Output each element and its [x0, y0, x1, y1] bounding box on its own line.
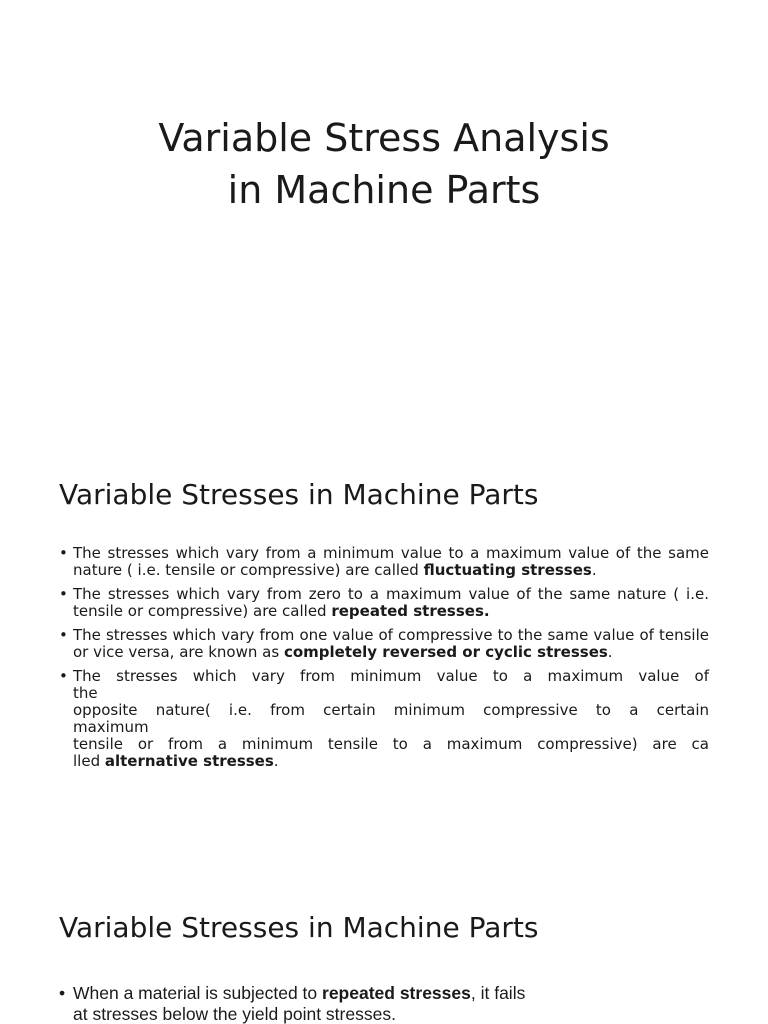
bullet-line: at stresses below the yield point stresses.	[73, 1004, 396, 1024]
bullet-list	[59, 545, 709, 777]
bullet-suffix: .	[591, 561, 597, 579]
bullet-text: When a material is subjected to	[73, 983, 323, 1003]
bullet-fluctuating-stresses	[59, 545, 709, 579]
bullet-bold-term: alternative stresses	[104, 752, 274, 770]
bullet-suffix: .	[273, 752, 279, 770]
bullet-line: the	[73, 684, 98, 702]
main-title	[0, 112, 768, 216]
bullet-line: maximum	[73, 718, 149, 736]
bullet-line: tensile or from a minimum tensile to a maximum compressive) are ca	[73, 735, 709, 753]
section-heading: Variable Stresses in Machine Parts	[59, 911, 539, 944]
title-slide	[0, 0, 768, 450]
bullet-bold-term: completely reversed or cyclic stresses	[283, 643, 608, 661]
variable-stresses-slide	[0, 450, 768, 870]
section-heading: Variable Stresses in Machine Parts	[59, 478, 539, 511]
bullet-text: lled	[73, 752, 105, 770]
bullet-text: The stresses which vary from a minimum value to a maximum value of the same nature ( i.e. tensile or compressive) are called	[73, 544, 709, 579]
bullet-reversed-stresses	[59, 627, 709, 661]
bullet-alternative-stresses	[59, 668, 709, 770]
bullet-line-last	[73, 753, 709, 770]
bullet-bold-term: repeated stresses.	[331, 602, 490, 620]
bullet-text: The stresses which vary from one value of compressive to the same value of tensile or vice versa, are known as	[73, 626, 709, 661]
bullet-text: The stresses which vary from zero to a maximum value of the same nature ( i.e. tensile or compressive) are called	[73, 585, 709, 620]
bullet-bold-term: repeated stresses	[322, 983, 471, 1003]
main-title-line-2: in Machine Parts	[227, 168, 541, 212]
bullet-line: opposite nature( i.e. from certain minimum compressive to a certain	[73, 701, 709, 719]
bullet-line	[73, 983, 709, 1004]
repeated-stresses-slide	[0, 870, 768, 1024]
bullet-suffix: .	[607, 643, 613, 661]
bullet-list	[59, 983, 709, 1024]
bullet-bold-term: fluctuating stresses	[423, 561, 592, 579]
bullet-repeated-failure	[59, 983, 709, 1024]
bullet-suffix: , it fails	[470, 983, 526, 1003]
bullet-line: • The stresses which vary from minimum value to a maximum value of	[73, 667, 709, 685]
main-title-line-1: Variable Stress Analysis	[158, 116, 610, 160]
bullet-repeated-stresses	[59, 586, 709, 620]
